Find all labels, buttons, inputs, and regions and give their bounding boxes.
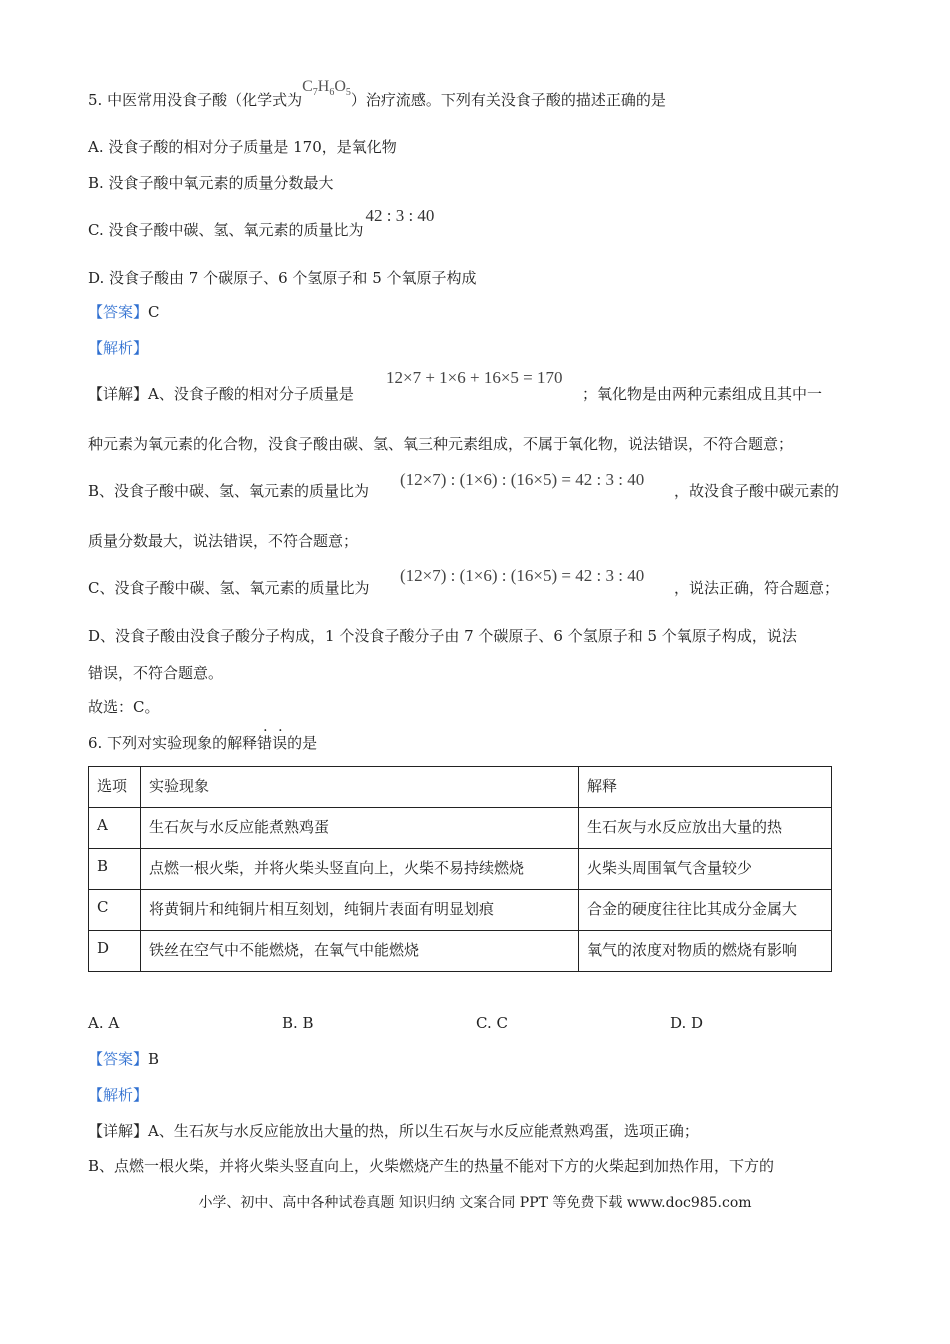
q5-detail-b-post: ，故没食子酸中碳元素的: [674, 482, 840, 500]
q6-option-a: A. A: [88, 1014, 120, 1032]
q5-detail-a: 【详解】A、没食子酸的相对分子质量是: [88, 385, 354, 403]
table-cell: D: [89, 931, 141, 972]
q5-detail-a-math: 12×7 + 1×6 + 16×5 = 170: [386, 368, 563, 387]
q5-option-a: A. 没食子酸的相对分子质量是 170，是氧化物: [88, 138, 397, 156]
q5-detail-d-cont: 错误，不符合题意。: [88, 664, 224, 682]
table-row: [89, 808, 832, 849]
q5-formula: $C_7H_6O_5$: [302, 78, 351, 99]
q6-analysis-tag: 【解析】: [88, 1086, 149, 1104]
table-header-cell: 解释: [579, 767, 832, 808]
page-footer: 小学、初中、高中各种试卷真题 知识归纳 文案合同 PPT 等免费下载 www.doc985.com: [198, 1195, 752, 1211]
table-cell: 生石灰与水反应能煮熟鸡蛋: [141, 808, 579, 849]
table-cell: B: [89, 849, 141, 890]
q6-detail-b: B、点燃一根火柴，并将火柴头竖直向上，火柴燃烧产生的热量不能对下方的火柴起到加热作用，下方的: [88, 1157, 775, 1175]
q5-detail-c: C、没食子酸中碳、氢、氧元素的质量比为: [88, 579, 370, 597]
table-cell: A: [89, 808, 141, 849]
q5-option-b: B. 没食子酸中氧元素的质量分数最大: [88, 174, 334, 192]
q6-detail-a: 【详解】A、生石灰与水反应能放出大量的热，所以生石灰与水反应能煮熟鸡蛋，选项正确；: [88, 1122, 699, 1140]
q6-stem: 6. 下列对实验现象的解释错误的是: [88, 734, 318, 752]
q6-option-c: C. C: [476, 1014, 508, 1032]
q5-analysis-tag: 【解析】: [88, 339, 149, 357]
table-cell: 生石灰与水反应放出大量的热: [579, 808, 832, 849]
answer-tag: 【答案】: [88, 1050, 149, 1068]
table-header-cell: 实验现象: [141, 767, 579, 808]
q5-detail-b-cont: 质量分数最大，说法错误，不符合题意；: [88, 532, 359, 550]
table-cell: 氧气的浓度对物质的燃烧有影响: [579, 931, 832, 972]
detail-tag: 【详解】: [88, 385, 149, 403]
table-cell: 合金的硬度往往比其成分金属大: [579, 890, 832, 931]
q5-detail-b: B、没食子酸中碳、氢、氧元素的质量比为: [88, 482, 370, 500]
q6-option-d: D. D: [670, 1014, 704, 1032]
table-cell: 铁丝在空气中不能燃烧，在氧气中能燃烧: [141, 931, 579, 972]
table-row: [89, 890, 832, 931]
detail-tag: 【详解】: [88, 1122, 149, 1140]
q5-option-c: C. 没食子酸中碳、氢、氧元素的质量比为42 : 3 : 40: [88, 206, 435, 239]
q5-option-c-ratio: 42 : 3 : 40: [365, 206, 435, 225]
table-row: [89, 931, 832, 972]
q5-detail-a-cont: 种元素为氧元素的化合物，没食子酸由碳、氢、氧三种元素组成，不属于氧化物，说法错误，不符合题意；: [88, 435, 794, 453]
q6-option-b: B. B: [282, 1014, 314, 1032]
q6-answer: 【答案】B: [88, 1050, 160, 1068]
q5-option-d: D. 没食子酸由 7 个碳原子、6 个氢原子和 5 个氧原子构成: [88, 269, 477, 287]
q5-conclusion: 故选：C。: [88, 698, 160, 716]
emphasis-char: 误: [272, 734, 288, 752]
table-header-row: [89, 767, 832, 808]
q5-detail-a-post: ；氧化物是由两种元素组成且其中一: [582, 385, 823, 403]
q5-stem: 5. 中医常用没食子酸（化学式为$C_7H_6O_5$）治疗流感。下列有关没食子酸的描述正确的是: [88, 78, 666, 109]
q5-detail-c-post: ，说法正确，符合题意；: [674, 579, 840, 597]
table-cell: C: [89, 890, 141, 931]
q5-detail-d: D、没食子酸由没食子酸分子构成，1 个没食子酸分子由 7 个碳原子、6 个氢原子和 5 个氧原子构成，说法: [88, 627, 797, 645]
emphasis-char: 错: [257, 734, 273, 752]
answer-tag: 【答案】: [88, 303, 149, 321]
q5-detail-c-math: (12×7) : (1×6) : (16×5) = 42 : 3 : 40: [400, 566, 645, 585]
table-cell: 火柴头周围氧气含量较少: [579, 849, 832, 890]
table-header-cell: 选项: [89, 767, 141, 808]
table-cell: 点燃一根火柴，并将火柴头竖直向上，火柴不易持续燃烧: [141, 849, 579, 890]
table-row: [89, 849, 832, 890]
q5-detail-b-math: (12×7) : (1×6) : (16×5) = 42 : 3 : 40: [400, 470, 645, 489]
q5-answer: 【答案】C: [88, 303, 160, 321]
table-cell: 将黄铜片和纯铜片相互刻划，纯铜片表面有明显划痕: [141, 890, 579, 931]
q6-table: [88, 766, 832, 972]
